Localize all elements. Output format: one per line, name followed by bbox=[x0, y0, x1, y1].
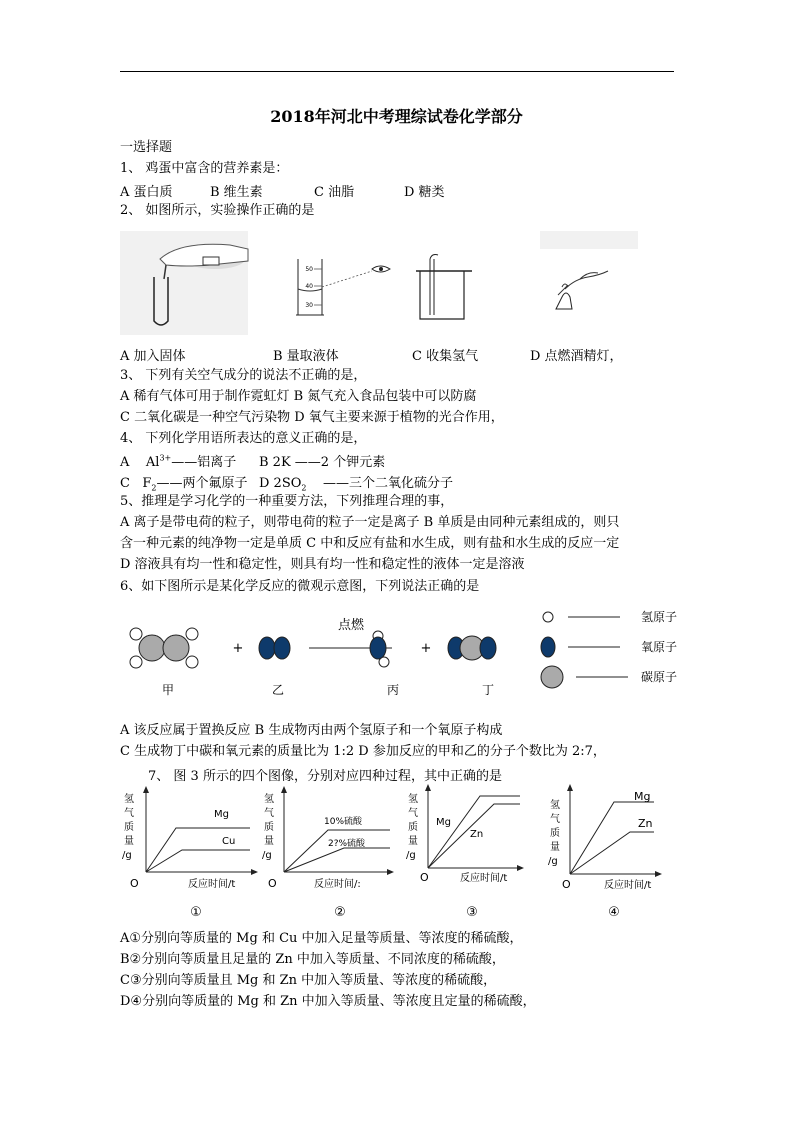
q4-stem: 4、 下列化学用语所表达的意义正确的是， bbox=[120, 431, 367, 446]
graph-4 bbox=[548, 784, 662, 920]
svg-text:氢: 氢 bbox=[550, 800, 560, 811]
svg-text:/g: /g bbox=[122, 850, 132, 861]
page-title: 2018年河北中考理综试卷化学部分 bbox=[270, 107, 523, 126]
svg-text:氢原子: 氢原子 bbox=[641, 610, 678, 624]
q2-stem: 2、 如图所示，实验操作正确的是 bbox=[120, 203, 315, 218]
q5-line-1: A 离子是带电荷的粒子，则带电荷的粒子一定是离子 B 单质是由同种元素组成的，则只 bbox=[120, 515, 620, 530]
molecule-yi bbox=[259, 637, 290, 659]
section-heading: 一选择题 bbox=[120, 140, 173, 155]
svg-text:质: 质 bbox=[550, 828, 560, 839]
svg-text:氢: 氢 bbox=[264, 794, 274, 805]
svg-text:+: + bbox=[420, 641, 432, 656]
svg-text:Zn: Zn bbox=[638, 817, 653, 830]
q4-option-c: C $F_2——$两个氟原子 bbox=[120, 476, 248, 493]
svg-text:①: ① bbox=[190, 905, 202, 920]
molecule-jia bbox=[130, 628, 198, 668]
label-ding: 丁 bbox=[481, 683, 495, 697]
q3-options-cd: C 二氧化碳是一种空气污染物 D 氧气主要来源于植物的光合作用， bbox=[120, 410, 504, 425]
q7-option-c: C③分别向等质量且 Mg 和 Zn 中加入等质量、等浓度的稀硫酸， bbox=[120, 973, 497, 988]
figure-light-lamp bbox=[540, 231, 638, 309]
q2-option-a: A 加入固体 bbox=[120, 349, 186, 364]
q4-option-b: B 2K ——2 个钾元素 bbox=[259, 455, 386, 470]
q7-option-b: B②分别向等质量且足量的 Zn 中加入等质量、不同浓度的稀硫酸， bbox=[120, 952, 505, 967]
q2-option-c: C 收集氢气 bbox=[412, 349, 479, 364]
q6-options-cd: C 生成物丁中碳和氧元素的质量比为 1:2 D 参加反应的甲和乙的分子个数比为 2:7， bbox=[120, 744, 606, 759]
svg-text:气: 气 bbox=[124, 808, 134, 819]
svg-text:量: 量 bbox=[264, 836, 274, 847]
svg-text:量: 量 bbox=[550, 842, 560, 853]
q1-option-b: B 维生素 bbox=[210, 185, 263, 200]
svg-text:/g: /g bbox=[548, 856, 558, 867]
q2-option-b: B 量取液体 bbox=[273, 349, 339, 364]
svg-text:氢: 氢 bbox=[124, 794, 134, 805]
q5-stem: 5、推理是学习化学的一种重要方法，下列推理合理的事， bbox=[120, 494, 454, 509]
q4-option-d: D $2SO_2$ ——三个二氧化硫分子 bbox=[259, 476, 454, 493]
svg-text:气: 气 bbox=[550, 814, 560, 825]
svg-text:O: O bbox=[562, 878, 571, 891]
svg-text:10%硫酸: 10%硫酸 bbox=[324, 817, 363, 827]
q1-option-c: C 油脂 bbox=[314, 185, 355, 200]
q2-figures bbox=[120, 231, 650, 341]
reaction-condition: 点燃 bbox=[337, 618, 365, 633]
q3-options-ab: A 稀有气体可用于制作霓虹灯 B 氮气充入食品包装中可以防腐 bbox=[120, 389, 477, 404]
q7-option-a: A①分别向等质量的 Mg 和 Cu 中加入足量等质量、等浓度的稀硫酸， bbox=[120, 931, 523, 946]
svg-text:O: O bbox=[420, 871, 429, 884]
q1-option-d: D 糖类 bbox=[404, 185, 445, 200]
q4-option-a: A $Al^{3+}——$铝离子 bbox=[120, 453, 237, 470]
q7-graphs bbox=[118, 784, 678, 928]
q1-option-a: A 蛋白质 bbox=[120, 185, 173, 200]
cylinder-tick-30: 30 bbox=[305, 302, 313, 309]
svg-text:气: 气 bbox=[408, 808, 418, 819]
svg-text:/g: /g bbox=[262, 850, 272, 861]
graph-3 bbox=[406, 784, 524, 920]
svg-text:反应时间/:: 反应时间/: bbox=[314, 879, 361, 890]
label-bing: 丙 bbox=[386, 683, 400, 697]
svg-text:Mg: Mg bbox=[436, 817, 451, 828]
svg-text:②: ② bbox=[334, 905, 346, 920]
graph-2 bbox=[262, 786, 394, 920]
q7-stem: 7、 图 3 所示的四个图像，分别对应四种过程，其中正确的是 bbox=[148, 769, 502, 784]
svg-text:氧原子: 氧原子 bbox=[641, 640, 678, 654]
svg-text:气: 气 bbox=[264, 808, 274, 819]
q1-stem: 1、 鸡蛋中富含的营养素是： bbox=[120, 161, 289, 176]
svg-text:③: ③ bbox=[466, 905, 478, 920]
q6-reaction-diagram bbox=[120, 604, 700, 708]
atom-legend bbox=[541, 610, 677, 688]
q7-option-d: D④分别向等质量的 Mg 和 Zn 中加入等质量、等浓度且定量的稀硫酸， bbox=[120, 994, 536, 1009]
svg-text:反应时间/t: 反应时间/t bbox=[604, 880, 652, 891]
svg-text:质: 质 bbox=[124, 822, 134, 833]
svg-text:Mg: Mg bbox=[634, 790, 651, 803]
svg-text:反应时间/t: 反应时间/t bbox=[188, 879, 236, 890]
figure-collect-hydrogen bbox=[416, 255, 472, 320]
q2-option-d: D 点燃酒精灯， bbox=[530, 349, 623, 364]
svg-text:/g: /g bbox=[406, 850, 416, 861]
svg-text:Zn: Zn bbox=[470, 829, 484, 840]
svg-text:Mg: Mg bbox=[214, 809, 229, 820]
graph-1 bbox=[122, 786, 258, 920]
q3-stem: 3、 下列有关空气成分的说法不正确的是， bbox=[120, 368, 367, 383]
molecule-ding bbox=[448, 636, 496, 660]
label-jia: 甲 bbox=[161, 683, 175, 697]
q5-line-2: 含一种元素的纯净物一定是单质 C 中和反应有盐和水生成，则有盐和水生成的反应一定 bbox=[120, 536, 620, 551]
cylinder-tick-50: 50 bbox=[305, 266, 313, 273]
molecule-bing bbox=[370, 631, 389, 667]
svg-text:量: 量 bbox=[408, 836, 418, 847]
svg-text:碳原子: 碳原子 bbox=[641, 670, 678, 684]
svg-text:反应时间/t: 反应时间/t bbox=[460, 873, 508, 884]
svg-text:氢: 氢 bbox=[408, 794, 418, 805]
svg-text:质: 质 bbox=[408, 822, 418, 833]
svg-text:Cu: Cu bbox=[222, 836, 236, 847]
figure-measure-liquid bbox=[296, 259, 390, 315]
label-yi: 乙 bbox=[271, 683, 285, 697]
cylinder-tick-40: 40 bbox=[305, 283, 313, 290]
q6-options-ab: A 该反应属于置换反应 B 生成物丙由两个氢原子和一个氧原子构成 bbox=[120, 723, 503, 738]
svg-text:④: ④ bbox=[608, 905, 620, 920]
figure-add-solid bbox=[120, 231, 248, 335]
svg-text:质: 质 bbox=[264, 822, 274, 833]
header-rule bbox=[120, 71, 674, 72]
q6-stem: 6、如下图所示是某化学反应的微观示意图，下列说法正确的是 bbox=[120, 579, 480, 594]
svg-text:+: + bbox=[232, 641, 244, 656]
svg-text:2?%硫酸: 2?%硫酸 bbox=[328, 839, 366, 849]
svg-text:O: O bbox=[130, 877, 139, 890]
q5-line-3: D 溶液具有均一性和稳定性，则具有均一性和稳定性的液体一定是溶液 bbox=[120, 557, 525, 572]
svg-text:量: 量 bbox=[124, 836, 134, 847]
svg-text:O: O bbox=[268, 877, 277, 890]
